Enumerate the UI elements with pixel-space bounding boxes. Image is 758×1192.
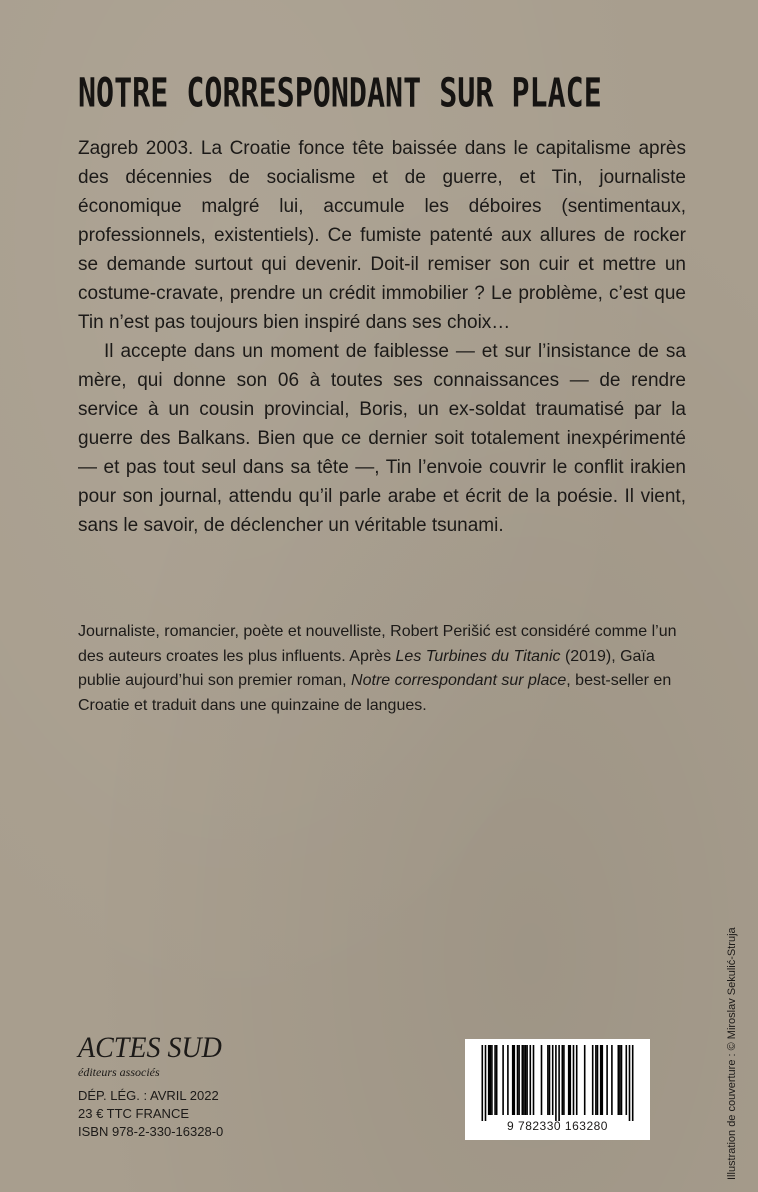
- barcode-bar: [558, 1045, 560, 1121]
- barcode-bar: [517, 1045, 519, 1115]
- barcode-bar: [507, 1045, 509, 1115]
- barcode-bar: [606, 1045, 608, 1115]
- barcode-bar: [568, 1045, 570, 1115]
- barcode-bar: [512, 1045, 514, 1115]
- barcode-bar: [514, 1045, 516, 1115]
- blurb-paragraph-2: Il accepte dans un moment de faiblesse — et sur l’insistance de sa mère, qui donne son 06 à toutes ses connaissances — de rendre service à un cousin provincial, Boris, un ex-soldat traumatisé par la guerre des Balkans. Bien que ce dernier soit totalement inexpérimenté — et pas tout seul dans sa tête —, Tin l’envoie couvrir le conflit irakien pour son journal, attendu qu’il parle arabe et écrit de la poésie. Il vient, sans le savoir, de déclencher un véritable tsunami.: [78, 341, 686, 536]
- barcode-bar: [494, 1045, 496, 1115]
- barcode-bar: [526, 1045, 528, 1115]
- barcode-bar: [552, 1045, 554, 1115]
- barcode-bar: [530, 1045, 532, 1115]
- bio-text-1: Journaliste, romancier, poète et nouvelliste, Robert Perišić est considéré comme l’un des auteurs croates les plus influents. Après: [78, 623, 677, 665]
- barcode-bar: [573, 1045, 575, 1115]
- isbn: ISBN 978-2-330-16328-0: [78, 1124, 224, 1139]
- barcode-bar: [482, 1045, 484, 1121]
- barcode-bar: [496, 1045, 498, 1115]
- barcode-bar: [488, 1045, 490, 1115]
- barcode-bar: [570, 1045, 572, 1115]
- barcode-bar: [626, 1045, 628, 1115]
- barcode-bar: [541, 1045, 543, 1115]
- barcode: [465, 1039, 650, 1140]
- legal-deposit: DÉP. LÉG. : AVRIL 2022: [78, 1088, 219, 1103]
- barcode-bar: [629, 1045, 631, 1121]
- barcode-bar: [600, 1045, 602, 1115]
- barcode-bar: [632, 1045, 634, 1121]
- legal-info: [78, 1087, 223, 1141]
- cover-illustration-credit: Illustration de couverture : © Miroslav Sekulić-Struja: [726, 927, 738, 1180]
- blurb-paragraph-1: Zagreb 2003. La Croatie fonce tête baissée dans le capitalisme après des décennies de socialisme et de guerre, et Tin, journaliste économique malgré lui, accumule les déboires (sentimentaux, professionnels, existentiels). Ce fumiste patenté aux allures de rocker se demande surtout qui devenir. Doit-il remiser son cuir et mettre un costume-cravate, prendre un crédit immobilier ? Le problème, c’est que Tin n’est pas toujours bien inspiré dans ses choix…: [78, 138, 686, 333]
- barcode-bar: [502, 1045, 504, 1115]
- barcode-bar: [562, 1045, 564, 1115]
- barcode-bar: [525, 1045, 527, 1115]
- barcode-bar: [563, 1045, 565, 1115]
- author-bio: [78, 620, 690, 718]
- barcode-bar: [576, 1045, 578, 1115]
- bio-work-title-1: Les Turbines du Titanic: [395, 647, 561, 665]
- barcode-bar: [592, 1045, 594, 1115]
- barcode-bar: [595, 1045, 597, 1115]
- barcode-bar: [618, 1045, 620, 1115]
- bio-work-title-2: Notre correspondant sur place: [351, 672, 567, 689]
- barcode-bar: [621, 1045, 623, 1115]
- barcode-digits: 9 782330 163280: [507, 1119, 608, 1133]
- barcode-bar: [533, 1045, 535, 1115]
- barcode-bar: [491, 1045, 493, 1115]
- barcode-bar: [555, 1045, 557, 1121]
- publisher-logo: [78, 1033, 222, 1080]
- book-title: NOTRE CORRESPONDANT SUR PLACE: [78, 70, 602, 118]
- barcode-bar: [602, 1045, 604, 1115]
- barcode-bar: [485, 1045, 487, 1121]
- bio-text-2: (2019), Gaïa publie aujourd’hui son premier roman,: [78, 647, 655, 689]
- bio-text-3: , best-seller en Croatie et traduit dans une quinzaine de langues.: [78, 672, 672, 714]
- price: 23 € TTC FRANCE: [78, 1106, 190, 1121]
- barcode-bar: [611, 1045, 613, 1115]
- barcode-bar: [584, 1045, 586, 1115]
- publisher-name: ACTES SUD: [78, 1031, 222, 1065]
- barcode-bar: [547, 1045, 549, 1115]
- barcode-bar: [619, 1045, 621, 1115]
- barcode-bar: [523, 1045, 525, 1115]
- publisher-subtitle: éditeurs associés: [78, 1065, 160, 1079]
- barcode-bar: [549, 1045, 551, 1115]
- blurb: [78, 134, 686, 540]
- barcode-bar: [597, 1045, 599, 1115]
- barcode-bar: [518, 1045, 520, 1115]
- barcode-bar: [522, 1045, 524, 1115]
- barcode-bar: [490, 1045, 492, 1115]
